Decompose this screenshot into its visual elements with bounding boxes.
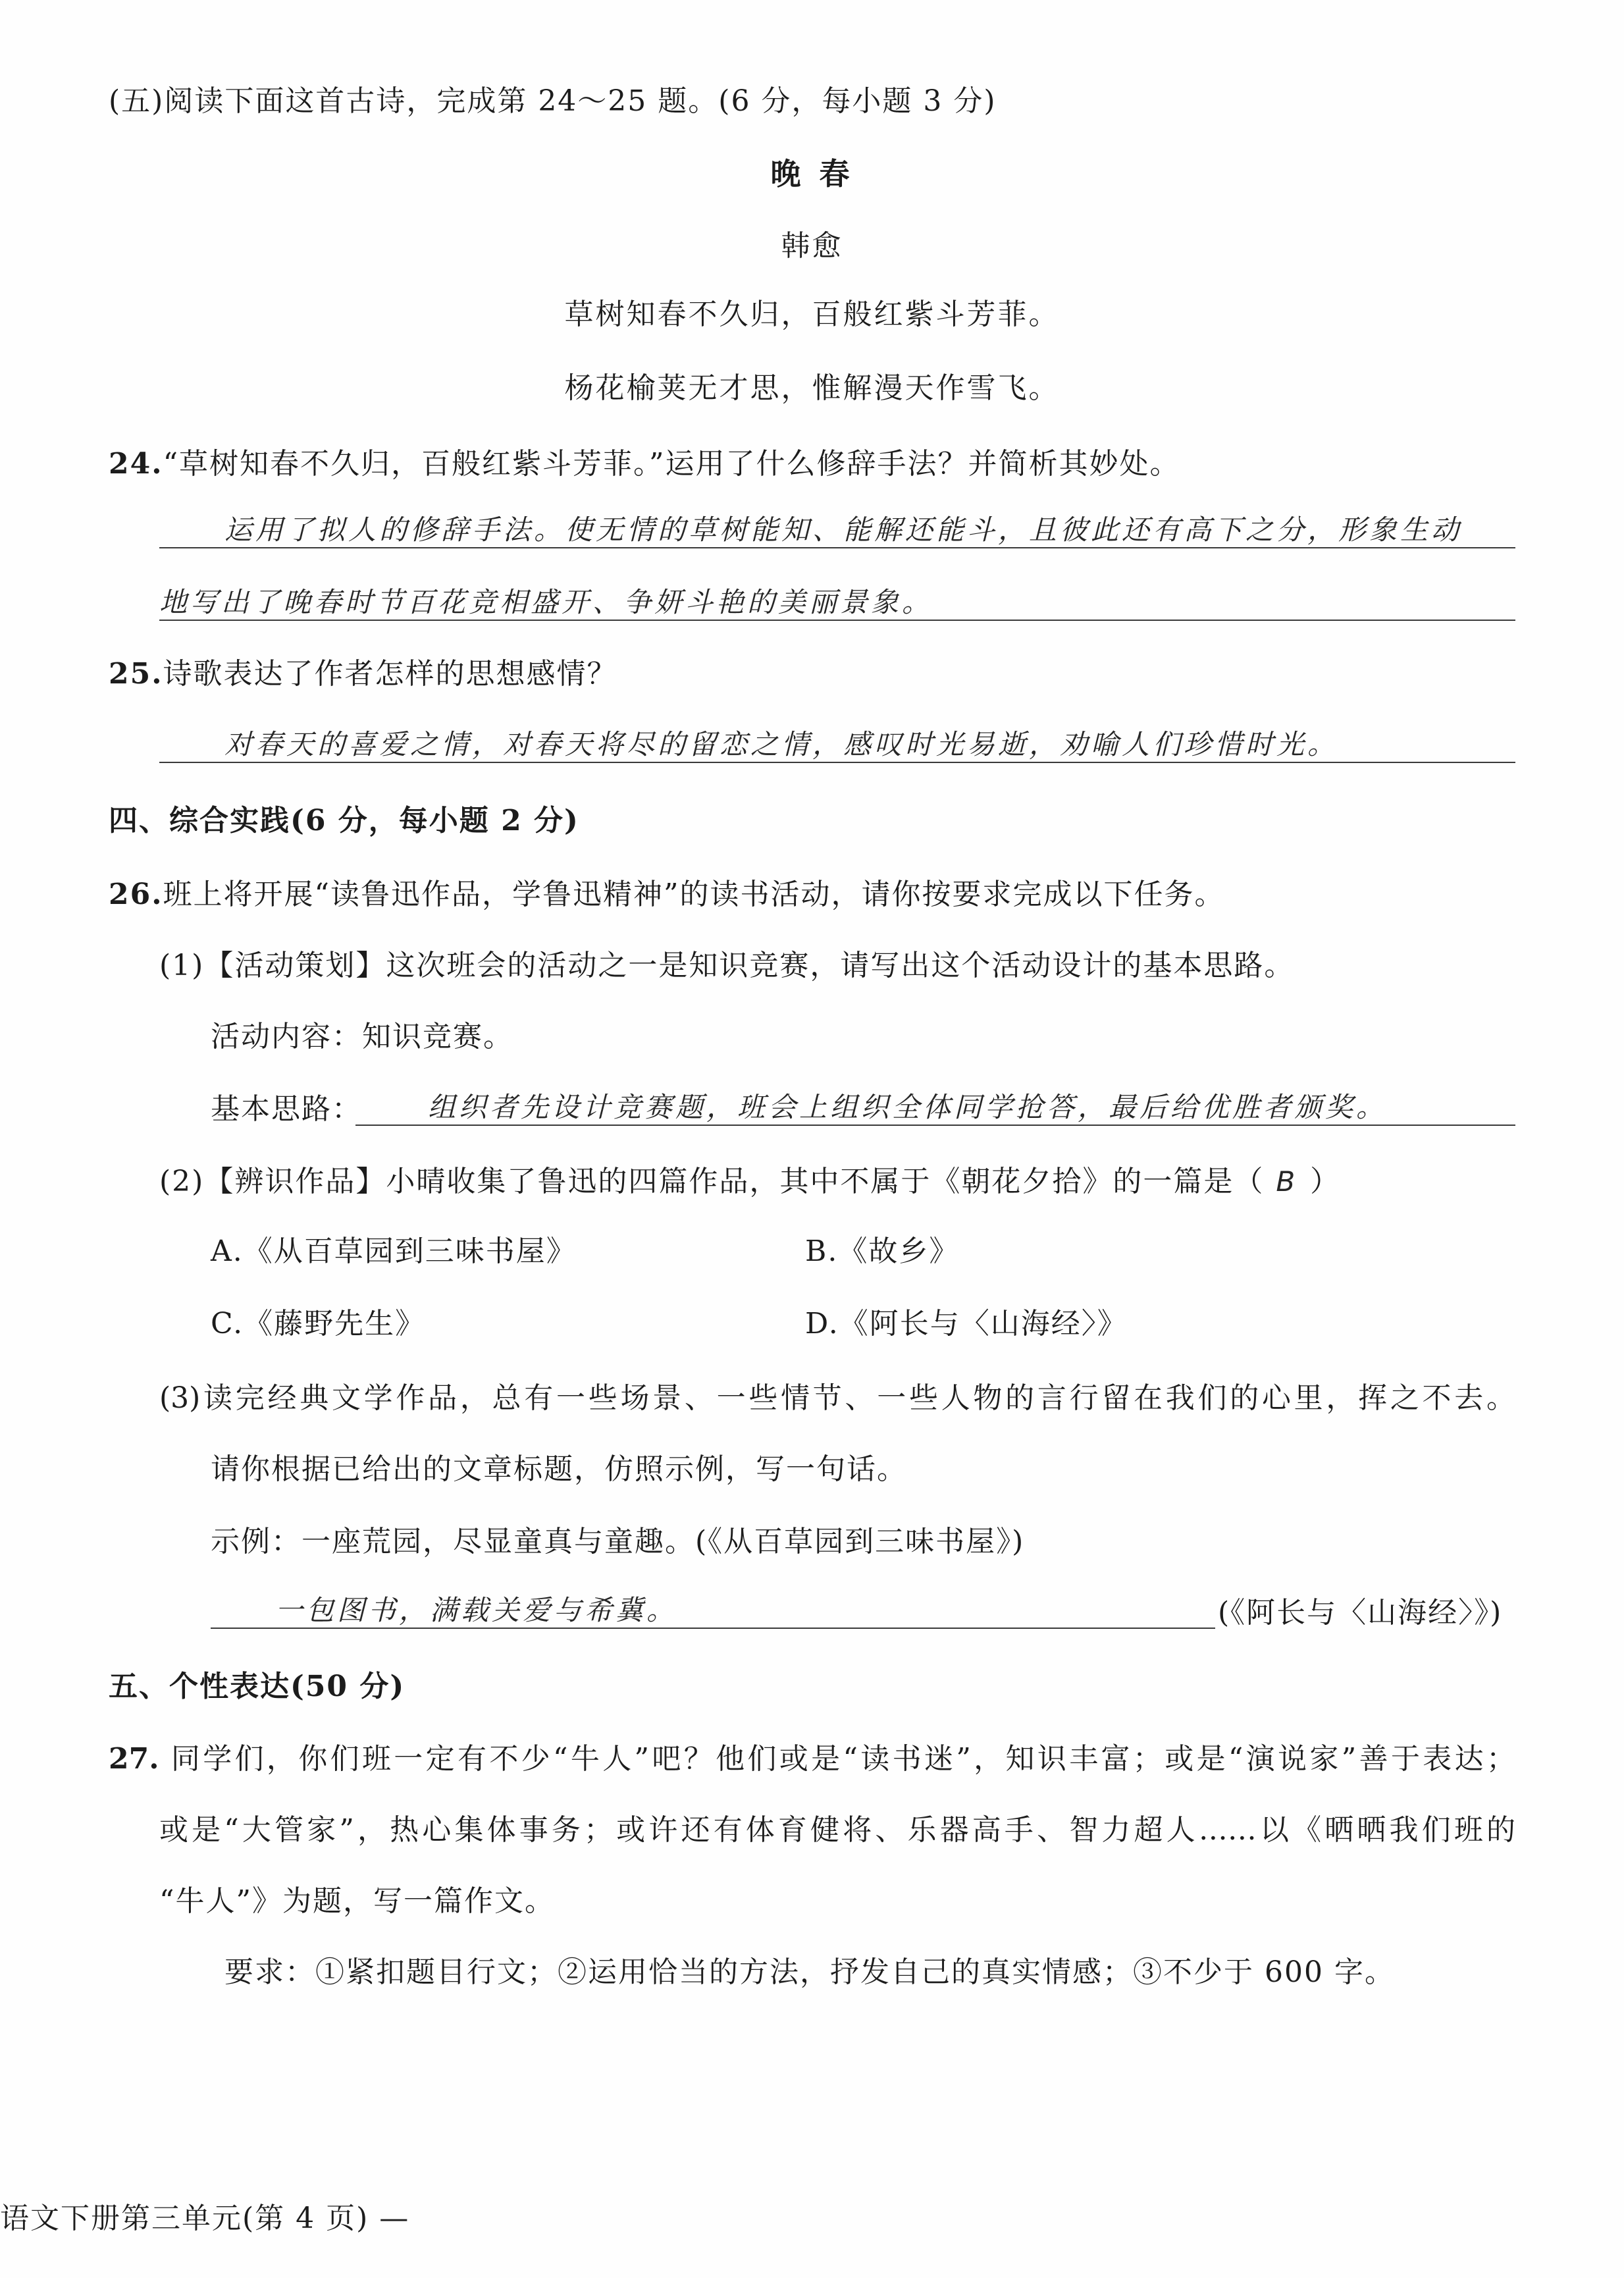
idea-label: 基本思路： (211, 1092, 362, 1126)
answer-line (159, 726, 1515, 763)
handwritten-answer: 一包图书，满载关爱与希冀。 (275, 1594, 678, 1626)
expression-section-header: 五、个性表达(50 分) (109, 1670, 406, 1703)
question-number: 26. (109, 878, 163, 911)
option-a: A.《从百草园到三味书屋》 (211, 1234, 577, 1268)
question-text: 诗歌表达了作者怎样的思想感情？ (163, 657, 617, 691)
answer-line (159, 512, 1515, 548)
poem-author: 韩愈 (781, 229, 843, 263)
question-number: 27. (109, 1742, 159, 1776)
option-c: C.《藤野先生》 (211, 1307, 426, 1340)
activity-content: 活动内容：知识竞赛。 (211, 1020, 513, 1053)
answer-line (211, 1592, 1215, 1629)
question-26-part-3-instruction: 请你根据已给出的文章标题，仿照示例，写一句话。 (211, 1452, 907, 1486)
poem-title: 晚 春 (770, 156, 854, 192)
option-b: B.《故乡》 (805, 1234, 960, 1268)
answer-line (159, 584, 1515, 621)
question-number: 24. (109, 447, 163, 481)
handwritten-answer: 运用了拟人的修辞手法。使无情的草树能知、能解还能斗，且彼此还有高下之分，形象生动 (224, 514, 1463, 546)
example-sentence: 示例：一座荒园，尽显童真与童趣。(《从百草园到三味书屋》) (211, 1525, 1025, 1558)
reading-section-header: (五)阅读下面这首古诗，完成第 24～25 题。(6 分，每小题 3 分) (109, 84, 997, 118)
question-number: 25. (109, 657, 163, 691)
paren-open: （ (1234, 1165, 1265, 1198)
question-text: 同学们，你们班一定有不少“牛人”吧？他们或是“读书迷”，知识丰富；或是“演说家”善于表达； (170, 1742, 1515, 1776)
question-27-line-3: “牛人”》为题，写一篇作文。 (159, 1884, 555, 1918)
question-26 (109, 875, 1225, 914)
handwritten-choice: B (1276, 1165, 1299, 1198)
question-26-part-3-prompt: (3)读完经典文学作品，总有一些场景、一些情节、一些人物的言行留在我们的心里，挥之不去。 (159, 1381, 1515, 1415)
question-27-line-1 (109, 1739, 1515, 1779)
question-27-line-2: 或是“大管家”，热心集体事务；或许还有体育健将、乐器高手、智力超人……以《晒晒我们班的 (159, 1813, 1515, 1847)
question-25 (109, 654, 617, 694)
option-d: D.《阿长与〈山海经〉》 (805, 1307, 1128, 1340)
answer-source-title: (《阿长与〈山海经〉》) (1218, 1596, 1503, 1629)
poem-line-1: 草树知春不久归，百般红紫斗芳菲。 (564, 298, 1060, 331)
essay-requirement: 要求：①紧扣题目行文；②运用恰当的方法，抒发自己的真实情感；③不少于 600 字。 (224, 1955, 1395, 1989)
question-24 (109, 444, 1180, 484)
page-footer: 语文下册第三单元(第 4 页) — (0, 2202, 410, 2235)
answer-line (355, 1089, 1515, 1126)
question-text: “草树知春不久归，百般红紫斗芳菲。”运用了什么修辞手法？并简析其妙处。 (163, 447, 1180, 481)
handwritten-answer: 对春天的喜爱之情，对春天将尽的留恋之情，感叹时光易逝，劝喻人们珍惜时光。 (224, 728, 1339, 760)
question-text: 班上将开展“读鲁迅作品，学鲁迅精神”的读书活动，请你按要求完成以下任务。 (163, 878, 1225, 911)
handwritten-answer: 组织者先设计竞赛题，班会上组织全体同学抢答，最后给优胜者颁奖。 (428, 1091, 1388, 1123)
poem-line-2: 杨花榆荚无才思，惟解漫天作雪飞。 (564, 371, 1060, 405)
handwritten-answer: 地写出了晚春时节百花竞相盛开、争妍斗艳的美丽景象。 (159, 586, 933, 618)
practice-section-header: 四、综合实践(6 分，每小题 2 分) (109, 804, 579, 837)
paren-close: ） (1310, 1165, 1341, 1198)
question-26-part-2-prompt (159, 1162, 1340, 1202)
prompt-text: (2)【辨识作品】小晴收集了鲁迅的四篇作品，其中不属于《朝花夕拾》的一篇是 (159, 1165, 1234, 1198)
question-26-part-1-prompt: (1)【活动策划】这次班会的活动之一是知识竞赛，请写出这个活动设计的基本思路。 (159, 949, 1295, 982)
